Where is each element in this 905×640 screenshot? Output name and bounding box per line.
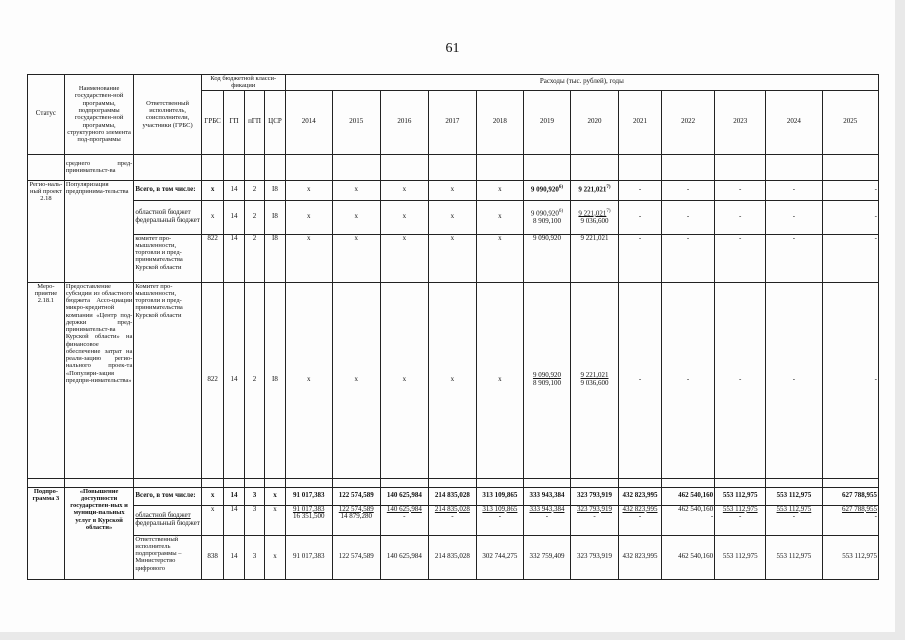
event-row	[28, 282, 879, 478]
code-cell: х	[201, 200, 223, 234]
value-cell: 9 090,920$^{6)}$ 8 909,100	[523, 200, 570, 234]
subprogram-name: «Повышение доступности государствен-ных и муници-пальных услуг в Курской области»	[64, 487, 134, 579]
value-cell: 9 221,021$^{7)}$	[570, 180, 618, 200]
header-year: 2015	[332, 90, 380, 154]
subprogram-responsible-row	[28, 535, 879, 579]
value-cell: -	[661, 234, 714, 282]
value-cell: -	[715, 180, 766, 200]
value-cell: 553 112,975 -	[766, 505, 822, 535]
value-cell: 323 793,919	[570, 535, 618, 579]
subprogram-status: Подпро-грамма 3	[28, 487, 65, 579]
code-cell: I8	[265, 282, 285, 478]
regional-project-status: Регио-наль-ный проект 2.18	[28, 180, 65, 282]
value-cell: -	[661, 200, 714, 234]
total-label: Всего, в том числе:	[134, 487, 201, 505]
code-cell: 14	[224, 180, 244, 200]
value-cell: х	[476, 282, 523, 478]
value-cell: х	[285, 282, 332, 478]
code-cell: 822	[201, 234, 223, 282]
header-year: 2014	[285, 90, 332, 154]
code-cell: х	[265, 535, 285, 579]
value-cell: -	[766, 180, 822, 200]
value-cell: 9 221,021$^{7)}$ 9 036,600	[570, 200, 618, 234]
value-cell: 91 017,383 16 351,500	[285, 505, 332, 535]
value-cell: 627 788,955	[822, 487, 878, 505]
value-cell: -	[661, 180, 714, 200]
value-cell: 214 835,028 -	[428, 505, 476, 535]
value-cell: -	[822, 282, 878, 478]
total-label: Всего, в том числе:	[134, 180, 201, 200]
value-cell: 9 221,021 9 036,600	[570, 282, 618, 478]
value-cell: 333 943,384 -	[523, 505, 570, 535]
regional-project-total-row	[28, 180, 879, 200]
separator-row	[28, 478, 879, 487]
code-cell: 822	[201, 282, 223, 478]
code-cell: х	[201, 505, 223, 535]
value-cell: 122 574,589	[332, 535, 380, 579]
value-cell: 323 793,919	[570, 487, 618, 505]
value-cell: 553 112,975	[715, 487, 766, 505]
value-cell: 627 788,955 -	[822, 505, 878, 535]
value-cell: 553 112,975	[715, 535, 766, 579]
value-cell: 553 112,975	[766, 487, 822, 505]
event-responsible: Комитет про-мышленности, торговли и пред-принимательства Курской области	[134, 282, 201, 478]
value-cell: 553 112,975	[766, 535, 822, 579]
value-cell: 9 090,920 8 909,100	[523, 282, 570, 478]
header-year: 2019	[523, 90, 570, 154]
value-cell: 462 540,160	[661, 487, 714, 505]
header-status: Статус	[28, 75, 65, 155]
value-cell: 9 090,920	[523, 234, 570, 282]
code-cell: х	[265, 505, 285, 535]
value-cell: х	[285, 234, 332, 282]
value-cell: 323 793,919 -	[570, 505, 618, 535]
header-year: 2021	[619, 90, 662, 154]
code-cell: 14	[224, 234, 244, 282]
value-cell: 91 017,383	[285, 535, 332, 579]
header-year: 2025	[822, 90, 878, 154]
code-cell: 2	[244, 234, 264, 282]
value-cell: х	[332, 282, 380, 478]
header-name: Наименование государствен-ной программы, подпрограммы государствен-ной программы, структурного элемента под-программы	[64, 75, 134, 155]
code-cell: 14	[224, 487, 244, 505]
header-year: 2022	[661, 90, 714, 154]
code-cell: I8	[265, 200, 285, 234]
value-cell: -	[822, 180, 878, 200]
event-name: Предоставление субсидии из областного бюджета Ассо-циации микро-кредитной компании «Центр под-держки пред-принимательст-ва Курской области» на финансовое обеспечение затрат на реали-зацию регио-нального проек-та «Популяри-зация предпри-нимательства»	[64, 282, 134, 478]
value-cell: х	[332, 234, 380, 282]
header-year: 2017	[428, 90, 476, 154]
code-cell: х	[201, 180, 223, 200]
budget-table	[27, 74, 879, 580]
value-cell: х	[380, 282, 428, 478]
code-cell: 14	[224, 535, 244, 579]
budget-source: областной бюджет федеральный бюджет	[134, 200, 201, 234]
header-responsible: Ответственный исполнитель, соисполнители, участники (ГРБС)	[134, 75, 201, 155]
value-cell: -	[822, 200, 878, 234]
value-cell: 140 625,984	[380, 535, 428, 579]
value-cell: 333 943,384	[523, 487, 570, 505]
value-cell: 214 835,028	[428, 487, 476, 505]
value-cell: х	[332, 180, 380, 200]
value-cell: х	[380, 200, 428, 234]
value-cell: х	[428, 282, 476, 478]
value-cell: х	[428, 200, 476, 234]
code-cell: I8	[265, 180, 285, 200]
page-number: 61	[445, 41, 460, 56]
continuation-name: среднего пред-принимательст-ва	[64, 154, 134, 180]
value-cell: х	[476, 200, 523, 234]
value-cell: -	[619, 200, 662, 234]
value-cell: 9 090,920$^{6)}$	[523, 180, 570, 200]
header-code: ГП	[224, 90, 244, 154]
value-cell: -	[619, 282, 662, 478]
continuation-row	[28, 154, 879, 180]
responsible-cell: комитет про-мышленности, торговли и пред-принимательства Курской области	[134, 234, 201, 282]
value-cell: х	[332, 200, 380, 234]
value-cell: 122 574,589 14 879,280	[332, 505, 380, 535]
value-cell: -	[822, 234, 878, 282]
header-year: 2020	[570, 90, 618, 154]
value-cell: х	[380, 180, 428, 200]
value-cell: х	[285, 180, 332, 200]
code-cell: 3	[244, 487, 264, 505]
value-cell: -	[715, 234, 766, 282]
code-cell: I8	[265, 234, 285, 282]
value-cell: -	[715, 282, 766, 478]
value-cell: 313 109,865 -	[476, 505, 523, 535]
code-cell: х	[265, 487, 285, 505]
value-cell: 91 017,383	[285, 487, 332, 505]
header-year: 2018	[476, 90, 523, 154]
value-cell: -	[766, 200, 822, 234]
responsible-cell: Ответственный исполнитель подпрограммы – Министерство цифрового	[134, 535, 201, 579]
code-cell: х	[201, 487, 223, 505]
header-year: 2023	[715, 90, 766, 154]
code-cell: 2	[244, 180, 264, 200]
header-budget-code: Код бюджетной класси-фикации	[201, 75, 285, 91]
value-cell: 302 744,275	[476, 535, 523, 579]
header-code: ЦСР	[265, 90, 285, 154]
value-cell: 432 823,995	[619, 535, 662, 579]
value-cell: х	[380, 234, 428, 282]
value-cell: 332 759,409	[523, 535, 570, 579]
value-cell: -	[619, 234, 662, 282]
subprogram-total-row	[28, 487, 879, 505]
value-cell: 140 625,984 -	[380, 505, 428, 535]
value-cell: 214 835,028	[428, 535, 476, 579]
header-year: 2024	[766, 90, 822, 154]
value-cell: -	[766, 234, 822, 282]
event-status: Меро-приятие 2.18.1	[28, 282, 65, 478]
value-cell: 553 112,975 -	[715, 505, 766, 535]
header-row-1	[28, 75, 879, 91]
value-cell: 462 540,160 -	[661, 505, 714, 535]
value-cell: 432 823,995 -	[619, 505, 662, 535]
subprogram-budget-row	[28, 505, 879, 535]
regional-project-name: Популяризация предпринима-тельства	[64, 180, 134, 282]
code-cell: 14	[224, 200, 244, 234]
value-cell: -	[619, 180, 662, 200]
header-code: пГП	[244, 90, 264, 154]
value-cell: 553 112,975	[822, 535, 878, 579]
code-cell: 838	[201, 535, 223, 579]
code-cell: 14	[224, 505, 244, 535]
value-cell: 140 625,984	[380, 487, 428, 505]
code-cell: 3	[244, 505, 264, 535]
header-expenses: Расходы (тыс. рублей), годы	[285, 75, 878, 91]
value-cell: -	[766, 282, 822, 478]
regional-project-budget-row	[28, 200, 879, 234]
value-cell: 432 823,995	[619, 487, 662, 505]
value-cell: х	[476, 234, 523, 282]
budget-source: областной бюджет федеральный бюджет	[134, 505, 201, 535]
value-cell: 9 221,021	[570, 234, 618, 282]
value-cell: -	[661, 282, 714, 478]
code-cell: 3	[244, 535, 264, 579]
value-cell: х	[428, 234, 476, 282]
value-cell: -	[715, 200, 766, 234]
value-cell: х	[428, 180, 476, 200]
code-cell: 14	[224, 282, 244, 478]
value-cell: 462 540,160	[661, 535, 714, 579]
value-cell: х	[476, 180, 523, 200]
value-cell: 313 109,865	[476, 487, 523, 505]
regional-project-committee-row	[28, 234, 879, 282]
value-cell: х	[285, 200, 332, 234]
header-year: 2016	[380, 90, 428, 154]
code-cell: 2	[244, 200, 264, 234]
value-cell: 122 574,589	[332, 487, 380, 505]
header-code: ГРБС	[201, 90, 223, 154]
code-cell: 2	[244, 282, 264, 478]
